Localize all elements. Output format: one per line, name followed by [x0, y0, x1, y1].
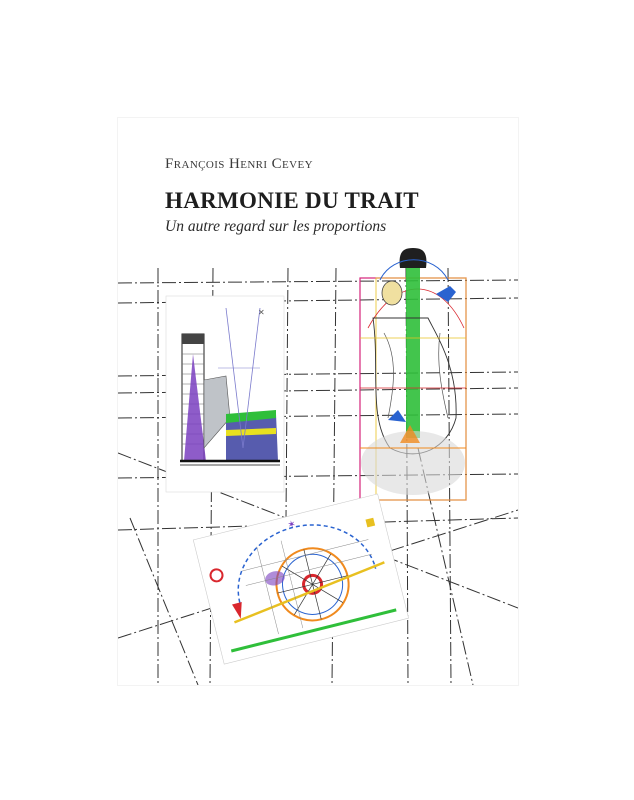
figure-drawing — [360, 248, 466, 500]
svg-text:✶: ✶ — [286, 518, 298, 532]
architecture-drawing — [166, 296, 284, 492]
cover-illustration — [118, 118, 518, 685]
author-name: François Henri Cevey — [165, 156, 313, 172]
wheel-drawing — [193, 494, 408, 664]
book-subtitle: Un autre regard sur les proportions — [165, 218, 387, 235]
book-cover — [118, 118, 518, 685]
book-title: HARMONIE DU TRAIT — [165, 188, 419, 213]
svg-text:✕: ✕ — [258, 308, 265, 317]
